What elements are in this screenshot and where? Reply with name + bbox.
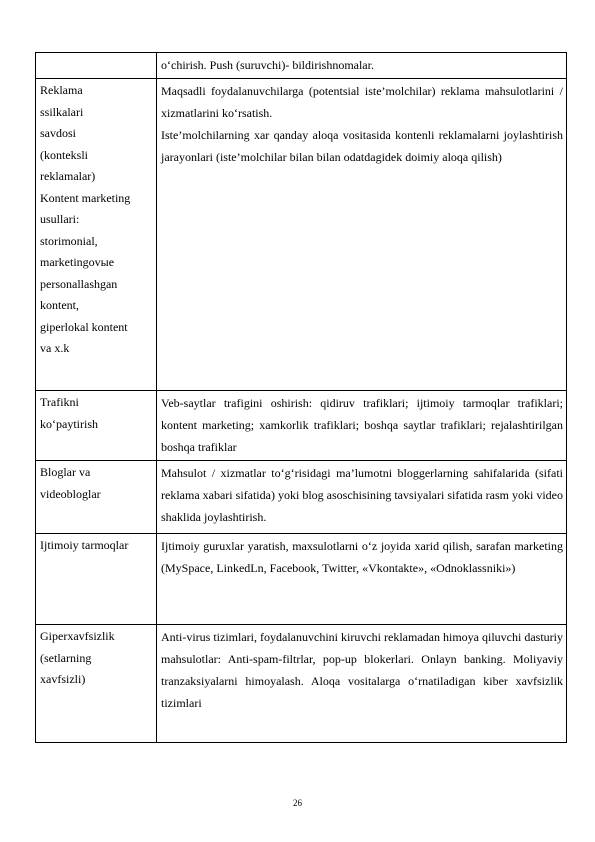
description-paragraph: Ijtimoiy guruxlar yaratish, maxsulotlarni o‘z joyida xarid qilish, sarafan marketing (MySpace, LinkedLn, Facebook, Twitter, «Vkontakte», «Odnoklassniki»): [161, 539, 563, 575]
table-row: [36, 391, 567, 461]
table-row: [36, 625, 567, 743]
description-paragraph: Anti-virus tizimlari, foydalanuvchini kiruvchi reklamadan himoya qiluvchi dasturiy mahsulotlar: Anti-spam-filtrlar, pop-up blokerlari. Onlayn banking. Moliyaviy tranzaksiyalarni himoyalash. Aloqa vositalarga o‘rnatiladigan kiber xavfsizlik tizimlari: [161, 630, 563, 710]
label-line: (setlarning: [40, 650, 92, 665]
label-line: storimonial,: [40, 233, 98, 248]
label-line: Kontent marketing: [40, 190, 131, 205]
label-line: Ijtimoiy tarmoqlar: [40, 538, 129, 552]
label-line: marketingovыe: [40, 255, 115, 269]
label-line: Reklama: [40, 83, 83, 97]
label-line: giperlokal kontent: [40, 319, 128, 334]
description-paragraph: o‘chirish. Push (suruvchi)- bildirishnomalar.: [161, 58, 374, 72]
label-line: personallashgan: [40, 276, 118, 291]
label-line: savdosi: [40, 126, 76, 140]
label-line: reklamalar): [40, 169, 96, 183]
label-line: Bloglar va: [40, 465, 91, 479]
table-row: [36, 534, 567, 625]
row-description-cell: [157, 534, 567, 625]
label-line: kontent,: [40, 298, 79, 312]
row-description-cell: [157, 53, 567, 79]
page-number: 26: [293, 798, 302, 808]
description-paragraph: Veb-saytlar trafigini oshirish: qidiruv trafiklari; ijtimoiy tarmoqlar trafiklari; kontent marketing; xamkorlik trafiklari; boshqa saytlar trafiklari; rejalashtirilgan boshqa trafiklar: [161, 396, 563, 454]
row-label-cell: [36, 391, 157, 461]
label-line: Giperxavfsizlik: [40, 629, 115, 643]
label-line: videobloglar: [40, 486, 101, 501]
label-line: xavfsizli): [40, 672, 86, 686]
label-line: usullari:: [40, 212, 80, 226]
content-table: [35, 52, 567, 743]
label-line: va x.k: [40, 341, 70, 355]
row-label-cell: [36, 79, 157, 391]
row-label-cell: [36, 625, 157, 743]
description-paragraph: Maqsadli foydalanuvchilarga (potentsial iste’molchilar) reklama mahsulotlarini / xizmatlarini ko‘rsatish.: [161, 84, 563, 120]
table-row: [36, 461, 567, 534]
description-paragraph: Iste’molchilarning xar qanday aloqa vositasida kontenli reklamalarni joylashtirish jarayonlari (iste’molchilar bilan bilan odatdagidek doimiy aloqa qilish): [161, 128, 563, 164]
description-paragraph: Mahsulot / xizmatlar to‘g‘risidagi ma’lumotni bloggerlarning sahifalarida (sifati reklama xabari sifatida) yoki blog asoschisining tavsiyalari sifatida rasm yoki video shaklida joylashtirish.: [161, 466, 563, 524]
table-row: [36, 79, 567, 391]
row-label-cell: [36, 534, 157, 625]
label-line: (konteksli: [40, 147, 88, 162]
row-description-cell: [157, 625, 567, 743]
row-description-cell: [157, 461, 567, 534]
label-line: ko‘paytirish: [40, 416, 98, 431]
row-description-cell: [157, 79, 567, 391]
label-line: Trafikni: [40, 395, 79, 409]
row-description-cell: [157, 391, 567, 461]
label-line: ssilkalari: [40, 104, 84, 119]
table-row: [36, 53, 567, 79]
row-label-cell: [36, 53, 157, 79]
row-label-cell: [36, 461, 157, 534]
